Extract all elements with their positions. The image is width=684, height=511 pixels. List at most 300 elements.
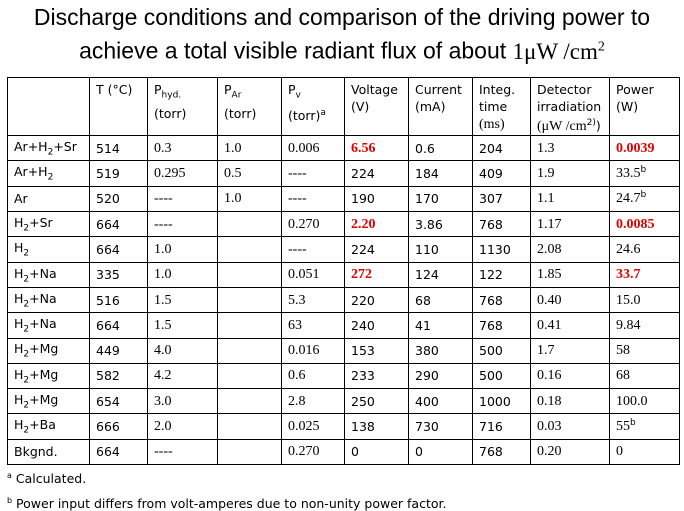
header-line-2: (mA) <box>415 99 446 114</box>
header-line-2: irradiation <box>537 99 602 114</box>
cell-value: 1.85 <box>537 267 562 283</box>
cell-value: 224 <box>351 241 375 257</box>
header-end: ) <box>595 118 601 134</box>
cell-value: 0.051 <box>288 267 320 283</box>
cell-power <box>610 338 680 363</box>
cell-detector <box>531 389 610 414</box>
header-cell <box>345 78 409 136</box>
cell-value: 184 <box>415 166 439 182</box>
cell-value: 224 <box>351 166 375 182</box>
cell-value: ---- <box>288 241 307 257</box>
gas-part: H <box>14 417 24 433</box>
cell-voltage <box>345 363 409 388</box>
cell-voltage <box>345 414 409 439</box>
cell-phyd <box>148 287 218 312</box>
header-cell <box>148 78 218 136</box>
cell-value: 233 <box>351 368 375 384</box>
gas-part: H <box>14 265 24 281</box>
cell-phyd <box>148 389 218 414</box>
header-cell <box>218 78 282 136</box>
cell-gas <box>8 439 90 464</box>
cell-value: 0.5 <box>224 166 242 182</box>
cell-gas <box>8 161 90 186</box>
cell-value: 1.0 <box>224 191 242 207</box>
cell-voltage <box>345 212 409 237</box>
table-row <box>8 439 680 464</box>
cell-value: 250 <box>351 393 375 409</box>
cell-integ <box>473 363 531 388</box>
cell-pv <box>282 389 345 414</box>
discharge-table <box>7 77 680 465</box>
cell-power <box>610 237 680 262</box>
footnote-b <box>7 496 446 511</box>
cell-integ <box>473 439 531 464</box>
title-line-2 <box>0 32 684 67</box>
cell-detector <box>531 186 610 211</box>
cell-value: 1.5 <box>154 317 172 333</box>
cell-gas <box>8 338 90 363</box>
gas-part: Ar+H <box>14 139 48 155</box>
gas-part: 2 <box>23 248 30 259</box>
cell-value: 4.2 <box>154 368 172 384</box>
cell-pv <box>282 186 345 211</box>
cell-value: 1.5 <box>154 292 172 308</box>
cell-par <box>218 136 282 161</box>
cell-detector <box>531 313 610 338</box>
header-cell <box>610 78 680 136</box>
cell-current <box>409 212 473 237</box>
cell-power <box>610 414 680 439</box>
cell-integ <box>473 212 531 237</box>
cell-detector <box>531 237 610 262</box>
header-main: T (°C) <box>96 82 133 97</box>
cell-detector <box>531 439 610 464</box>
cell-value: 582 <box>96 368 120 384</box>
cell-value: 664 <box>96 216 120 232</box>
cell-gas <box>8 136 90 161</box>
cell-t <box>90 287 148 312</box>
cell-phyd <box>148 161 218 186</box>
cell-value: 380 <box>415 343 439 359</box>
cell-value: 0.0039 <box>616 140 655 156</box>
cell-gas <box>8 363 90 388</box>
cell-current <box>409 439 473 464</box>
cell-current <box>409 237 473 262</box>
header-main: Detector <box>537 82 592 97</box>
cell-value: 335 <box>96 267 120 283</box>
cell-value: 3.0 <box>154 393 172 409</box>
gas-part: H <box>14 214 24 230</box>
cell-value: 100.0 <box>616 393 648 409</box>
cell-voltage <box>345 313 409 338</box>
cell-par <box>218 186 282 211</box>
cell-value: 0.3 <box>154 140 172 156</box>
cell-gas <box>8 186 90 211</box>
cell-value: 0.6 <box>415 140 435 156</box>
cell-value: 400 <box>415 393 439 409</box>
cell-integ <box>473 338 531 363</box>
cell-gas <box>8 287 90 312</box>
cell-t <box>90 363 148 388</box>
cell-voltage <box>345 136 409 161</box>
header-sub: v <box>295 90 301 101</box>
page-title <box>0 2 684 67</box>
cell-value: 520 <box>96 191 120 207</box>
cell-value: 41 <box>415 317 431 333</box>
header-cell <box>90 78 148 136</box>
cell-value: 2.08 <box>537 241 562 257</box>
table-row <box>8 363 680 388</box>
cell-value: 0 <box>616 444 623 460</box>
cell-par <box>218 262 282 287</box>
cell-value: 204 <box>479 140 503 156</box>
cell-value: 768 <box>479 292 503 308</box>
cell-value: 138 <box>351 419 375 435</box>
cell-voltage <box>345 237 409 262</box>
cell-value: 68 <box>415 292 431 308</box>
cell-integ <box>473 414 531 439</box>
table-row <box>8 186 680 211</box>
cell-current <box>409 313 473 338</box>
cell-phyd <box>148 237 218 262</box>
header-sub: hyd. <box>161 90 182 101</box>
cell-value: 516 <box>96 292 120 308</box>
cell-par <box>218 414 282 439</box>
cell-value: 1.1 <box>537 191 555 207</box>
cell-value: 0 <box>351 444 359 460</box>
cell-phyd <box>148 363 218 388</box>
cell-value: 654 <box>96 393 120 409</box>
cell-par <box>218 389 282 414</box>
cell-pv <box>282 136 345 161</box>
cell-value: 24.6 <box>616 241 641 257</box>
cell-value: 1130 <box>479 241 511 257</box>
cell-value: 1.17 <box>537 216 562 232</box>
cell-value: 500 <box>479 368 503 384</box>
cell-value: 1.0 <box>154 267 172 283</box>
gas-part: +Na <box>29 316 57 332</box>
cell-value: 409 <box>479 166 503 182</box>
gas-part: 2 <box>23 299 30 310</box>
cell-value: 33.7 <box>616 267 641 283</box>
title-line-2-text: achieve a total visible radiant flux of about <box>79 37 507 64</box>
header-row <box>8 78 680 136</box>
cell-pv <box>282 313 345 338</box>
footnote-b-mark: b <box>7 496 13 505</box>
cell-value: 15.0 <box>616 292 641 308</box>
cell-integ <box>473 161 531 186</box>
cell-value: 63 <box>288 317 302 333</box>
cell-phyd <box>148 136 218 161</box>
cell-t <box>90 439 148 464</box>
cell-voltage <box>345 161 409 186</box>
power-footnote-mark: b <box>640 165 647 176</box>
cell-gas <box>8 212 90 237</box>
gas-part: H <box>14 290 24 306</box>
cell-value: 4.0 <box>154 343 172 359</box>
cell-value: 170 <box>415 191 439 207</box>
cell-value: 0.16 <box>537 368 562 384</box>
cell-value: 0.41 <box>537 317 562 333</box>
cell-voltage <box>345 338 409 363</box>
title-unit-sup: 2 <box>597 39 605 54</box>
header-sup: 2) <box>586 118 596 128</box>
cell-power <box>610 389 680 414</box>
cell-current <box>409 262 473 287</box>
cell-value: 519 <box>96 166 120 182</box>
cell-power <box>610 136 680 161</box>
footnote-a-text: Calculated. <box>11 471 87 487</box>
header-line-2: time <box>479 99 508 114</box>
title-unit-text: 1μW /cm <box>512 38 598 64</box>
cell-t <box>90 186 148 211</box>
cell-voltage <box>345 262 409 287</box>
cell-value: 122 <box>479 267 503 283</box>
cell-value: 0.0085 <box>616 216 655 232</box>
cell-value: 1.3 <box>537 140 555 156</box>
cell-par <box>218 287 282 312</box>
cell-value: 664 <box>96 444 120 460</box>
cell-value: 0.295 <box>154 166 186 182</box>
table-row <box>8 136 680 161</box>
header-main: Power <box>616 82 654 97</box>
cell-value: ---- <box>288 191 307 207</box>
cell-current <box>409 389 473 414</box>
cell-value: 240 <box>351 317 375 333</box>
cell-voltage <box>345 439 409 464</box>
cell-current <box>409 136 473 161</box>
cell-integ <box>473 287 531 312</box>
power-footnote-mark: b <box>640 190 647 201</box>
header-line-3: (μW /cm <box>537 119 587 135</box>
cell-integ <box>473 313 531 338</box>
cell-gas <box>8 237 90 262</box>
cell-pv <box>282 212 345 237</box>
cell-par <box>218 363 282 388</box>
table-row <box>8 338 680 363</box>
cell-detector <box>531 414 610 439</box>
cell-current <box>409 414 473 439</box>
cell-value: 33.5 <box>616 166 641 182</box>
gas-part: 2 <box>47 147 54 158</box>
cell-value: 0.03 <box>537 419 562 435</box>
cell-value: 716 <box>479 419 503 435</box>
cell-voltage <box>345 186 409 211</box>
table-row <box>8 313 680 338</box>
cell-value: 2.20 <box>351 216 376 232</box>
cell-t <box>90 161 148 186</box>
cell-value: 730 <box>415 419 439 435</box>
gas-part: H <box>14 341 24 357</box>
gas-part: 2 <box>23 324 30 335</box>
table-row <box>8 389 680 414</box>
cell-value: 1.7 <box>537 343 555 359</box>
cell-phyd <box>148 338 218 363</box>
cell-t <box>90 262 148 287</box>
cell-gas <box>8 414 90 439</box>
cell-current <box>409 363 473 388</box>
cell-pv <box>282 439 345 464</box>
cell-power <box>610 439 680 464</box>
header-main: P <box>154 82 162 97</box>
cell-phyd <box>148 212 218 237</box>
gas-part: 2 <box>23 425 30 436</box>
cell-current <box>409 287 473 312</box>
cell-par <box>218 338 282 363</box>
cell-value: 55 <box>616 419 630 435</box>
cell-gas <box>8 389 90 414</box>
header-line-2: (W) <box>616 99 639 114</box>
cell-pv <box>282 338 345 363</box>
cell-value: 0.18 <box>537 393 562 409</box>
cell-t <box>90 313 148 338</box>
cell-phyd <box>148 439 218 464</box>
cell-integ <box>473 186 531 211</box>
table-row <box>8 262 680 287</box>
cell-value: ---- <box>154 191 173 207</box>
title-line-1: Discharge conditions and comparison of the driving power to <box>33 4 651 30</box>
gas-part: 2 <box>23 375 30 386</box>
cell-voltage <box>345 287 409 312</box>
cell-pv <box>282 161 345 186</box>
header-cell <box>282 78 345 136</box>
cell-phyd <box>148 262 218 287</box>
cell-value: 6.56 <box>351 140 376 156</box>
gas-part: H <box>14 316 24 332</box>
cell-par <box>218 212 282 237</box>
cell-gas <box>8 313 90 338</box>
gas-part: +Mg <box>29 341 59 357</box>
cell-pv <box>282 414 345 439</box>
cell-t <box>90 389 148 414</box>
cell-detector <box>531 262 610 287</box>
footnote-b-text: Power input differs from volt-amperes due to non-unity power factor. <box>12 496 447 511</box>
cell-value: 220 <box>351 292 375 308</box>
header-sub: Ar <box>231 90 242 101</box>
cell-value: 307 <box>479 191 503 207</box>
cell-value: 68 <box>616 368 630 384</box>
cell-power <box>610 313 680 338</box>
cell-detector <box>531 363 610 388</box>
gas-part: 2 <box>23 400 30 411</box>
gas-part: +Sr <box>29 214 53 230</box>
cell-value: 24.7 <box>616 191 641 207</box>
cell-t <box>90 212 148 237</box>
cell-value: 0.270 <box>288 216 320 232</box>
cell-par <box>218 439 282 464</box>
cell-detector <box>531 338 610 363</box>
cell-power <box>610 287 680 312</box>
cell-phyd <box>148 186 218 211</box>
cell-value: 272 <box>351 267 372 283</box>
cell-value: 290 <box>415 368 439 384</box>
cell-value: 768 <box>479 444 503 460</box>
footnote-a-mark: a <box>7 471 12 480</box>
cell-value: 768 <box>479 317 503 333</box>
title-unit <box>513 39 605 64</box>
gas-part: 2 <box>23 223 30 234</box>
cell-value: ---- <box>154 444 173 460</box>
cell-value: 1.0 <box>224 140 242 156</box>
footnote-a <box>7 471 86 486</box>
cell-detector <box>531 161 610 186</box>
header-line-3: (ms) <box>479 117 505 132</box>
cell-t <box>90 136 148 161</box>
table-row <box>8 414 680 439</box>
table-row <box>8 287 680 312</box>
cell-value: 124 <box>415 267 439 283</box>
table-row <box>8 212 680 237</box>
cell-value: 514 <box>96 140 120 156</box>
cell-t <box>90 414 148 439</box>
cell-power <box>610 161 680 186</box>
cell-pv <box>282 363 345 388</box>
cell-value: ---- <box>288 166 307 182</box>
cell-phyd <box>148 313 218 338</box>
gas-part: Bkgnd. <box>14 444 58 460</box>
cell-gas <box>8 262 90 287</box>
cell-detector <box>531 136 610 161</box>
cell-value: 0.270 <box>288 444 320 460</box>
power-footnote-mark: b <box>630 417 636 428</box>
header-main: Integ. <box>479 82 516 97</box>
cell-value: 0.6 <box>288 368 306 384</box>
cell-integ <box>473 136 531 161</box>
cell-power <box>610 262 680 287</box>
table-row <box>8 161 680 186</box>
cell-value: 110 <box>415 241 439 257</box>
cell-value: 58 <box>616 343 630 359</box>
cell-value: 768 <box>479 216 503 232</box>
gas-part: +Na <box>29 290 57 306</box>
cell-value: 5.3 <box>288 292 306 308</box>
cell-value: 2.8 <box>288 393 306 409</box>
gas-part: H <box>14 240 24 256</box>
cell-integ <box>473 262 531 287</box>
header-main: P <box>224 82 232 97</box>
cell-value: 1.0 <box>154 241 172 257</box>
cell-value: 666 <box>96 419 120 435</box>
table-body <box>8 136 680 465</box>
cell-pv <box>282 262 345 287</box>
header-cell <box>473 78 531 136</box>
cell-detector <box>531 212 610 237</box>
cell-phyd <box>148 414 218 439</box>
gas-part: H <box>14 392 24 408</box>
cell-value: 664 <box>96 317 120 333</box>
header-line-2: (V) <box>351 99 370 114</box>
cell-value: 0.40 <box>537 292 562 308</box>
cell-current <box>409 186 473 211</box>
gas-part: 2 <box>47 172 54 183</box>
header-cell <box>409 78 473 136</box>
cell-value: 500 <box>479 343 503 359</box>
cell-value: 153 <box>351 343 375 359</box>
gas-part: +Na <box>29 265 57 281</box>
cell-value: 0 <box>415 444 423 460</box>
cell-t <box>90 237 148 262</box>
cell-power <box>610 186 680 211</box>
gas-part: Ar <box>14 191 28 207</box>
cell-integ <box>473 237 531 262</box>
cell-integ <box>473 389 531 414</box>
cell-detector <box>531 287 610 312</box>
header-main: Voltage <box>351 82 398 97</box>
cell-par <box>218 313 282 338</box>
table-row <box>8 237 680 262</box>
header-cell <box>8 78 90 136</box>
cell-value: 0.006 <box>288 140 320 156</box>
